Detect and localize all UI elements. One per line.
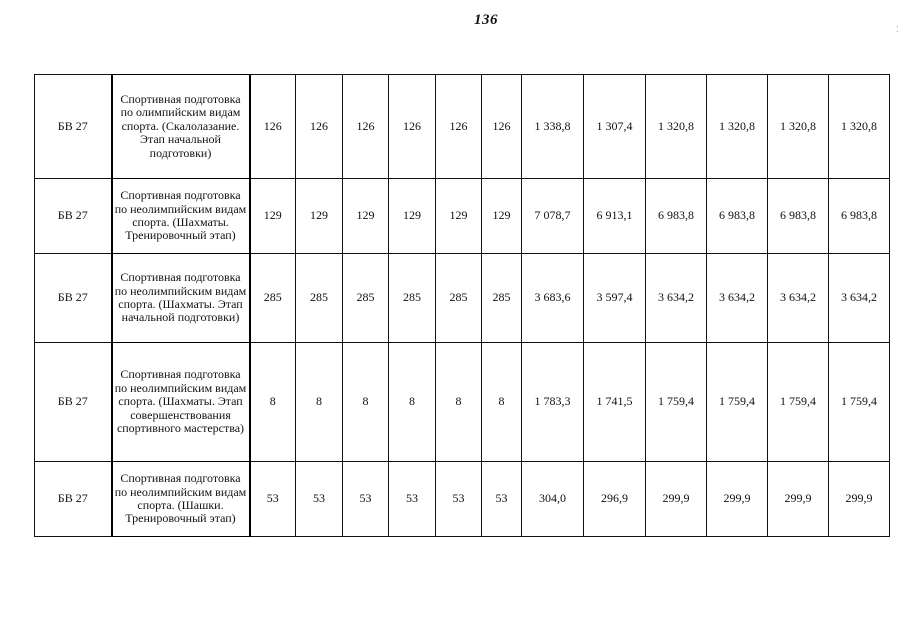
count-cell: 129 — [436, 179, 482, 254]
count-cell: 53 — [343, 462, 389, 537]
count-cell: 8 — [296, 343, 343, 462]
amount-cell: 299,9 — [646, 462, 707, 537]
amount-cell: 299,9 — [707, 462, 768, 537]
table-row — [35, 254, 890, 343]
count-cell: 285 — [343, 254, 389, 343]
count-cell: 126 — [296, 75, 343, 179]
scan-edge-mark: ⁚ — [896, 25, 899, 34]
amount-cell: 6 983,8 — [768, 179, 829, 254]
page-number: 136 — [474, 12, 498, 28]
count-cell: 285 — [389, 254, 436, 343]
table-row — [35, 462, 890, 537]
amount-cell: 1 759,4 — [707, 343, 768, 462]
row-description: Спортивная подготовка по олимпийским видам спорта. (Скалолазание. Этап начальной подготовки) — [112, 75, 250, 179]
amount-cell: 1 320,8 — [707, 75, 768, 179]
amount-cell: 1 759,4 — [646, 343, 707, 462]
count-cell: 126 — [436, 75, 482, 179]
count-cell: 129 — [482, 179, 522, 254]
amount-cell: 6 983,8 — [829, 179, 890, 254]
row-description: Спортивная подготовка по неолимпийским видам спорта. (Шахматы. Тренировочный этап) — [112, 179, 250, 254]
count-cell: 129 — [343, 179, 389, 254]
count-cell: 8 — [436, 343, 482, 462]
count-cell: 8 — [343, 343, 389, 462]
amount-cell: 1 307,4 — [584, 75, 646, 179]
amount-cell: 3 634,2 — [646, 254, 707, 343]
count-cell: 53 — [250, 462, 296, 537]
amount-cell: 3 597,4 — [584, 254, 646, 343]
count-cell: 126 — [343, 75, 389, 179]
amount-cell: 1 759,4 — [768, 343, 829, 462]
count-cell: 285 — [250, 254, 296, 343]
amount-cell: 1 320,8 — [768, 75, 829, 179]
count-cell: 8 — [389, 343, 436, 462]
amount-cell: 1 338,8 — [522, 75, 584, 179]
budget-table — [34, 74, 890, 537]
count-cell: 53 — [389, 462, 436, 537]
count-cell: 285 — [296, 254, 343, 343]
amount-cell: 1 320,8 — [829, 75, 890, 179]
table-row — [35, 343, 890, 462]
amount-cell: 3 634,2 — [707, 254, 768, 343]
count-cell: 126 — [482, 75, 522, 179]
table-row — [35, 75, 890, 179]
amount-cell: 6 983,8 — [646, 179, 707, 254]
row-description: Спортивная подготовка по неолимпийским видам спорта. (Шахматы. Этап совершенствования спортивного мастерства) — [112, 343, 250, 462]
count-cell: 8 — [250, 343, 296, 462]
amount-cell: 304,0 — [522, 462, 584, 537]
count-cell: 53 — [436, 462, 482, 537]
amount-cell: 6 913,1 — [584, 179, 646, 254]
count-cell: 129 — [296, 179, 343, 254]
count-cell: 8 — [482, 343, 522, 462]
table-row — [35, 179, 890, 254]
row-code: БВ 27 — [35, 75, 112, 179]
count-cell: 285 — [436, 254, 482, 343]
amount-cell: 3 634,2 — [768, 254, 829, 343]
table-body — [35, 75, 890, 537]
amount-cell: 1 741,5 — [584, 343, 646, 462]
count-cell: 53 — [482, 462, 522, 537]
row-code: БВ 27 — [35, 462, 112, 537]
count-cell: 129 — [250, 179, 296, 254]
amount-cell: 3 634,2 — [829, 254, 890, 343]
amount-cell: 7 078,7 — [522, 179, 584, 254]
row-description: Спортивная подготовка по неолимпийским видам спорта. (Шахматы. Этап начальной подготовки) — [112, 254, 250, 343]
amount-cell: 299,9 — [768, 462, 829, 537]
count-cell: 129 — [389, 179, 436, 254]
count-cell: 285 — [482, 254, 522, 343]
amount-cell: 1 320,8 — [646, 75, 707, 179]
amount-cell: 1 783,3 — [522, 343, 584, 462]
amount-cell: 296,9 — [584, 462, 646, 537]
count-cell: 126 — [250, 75, 296, 179]
count-cell: 126 — [389, 75, 436, 179]
count-cell: 53 — [296, 462, 343, 537]
amount-cell: 1 759,4 — [829, 343, 890, 462]
row-code: БВ 27 — [35, 254, 112, 343]
amount-cell: 3 683,6 — [522, 254, 584, 343]
row-code: БВ 27 — [35, 179, 112, 254]
amount-cell: 6 983,8 — [707, 179, 768, 254]
row-code: БВ 27 — [35, 343, 112, 462]
row-description: Спортивная подготовка по неолимпийским видам спорта. (Шашки. Тренировочный этап) — [112, 462, 250, 537]
amount-cell: 299,9 — [829, 462, 890, 537]
